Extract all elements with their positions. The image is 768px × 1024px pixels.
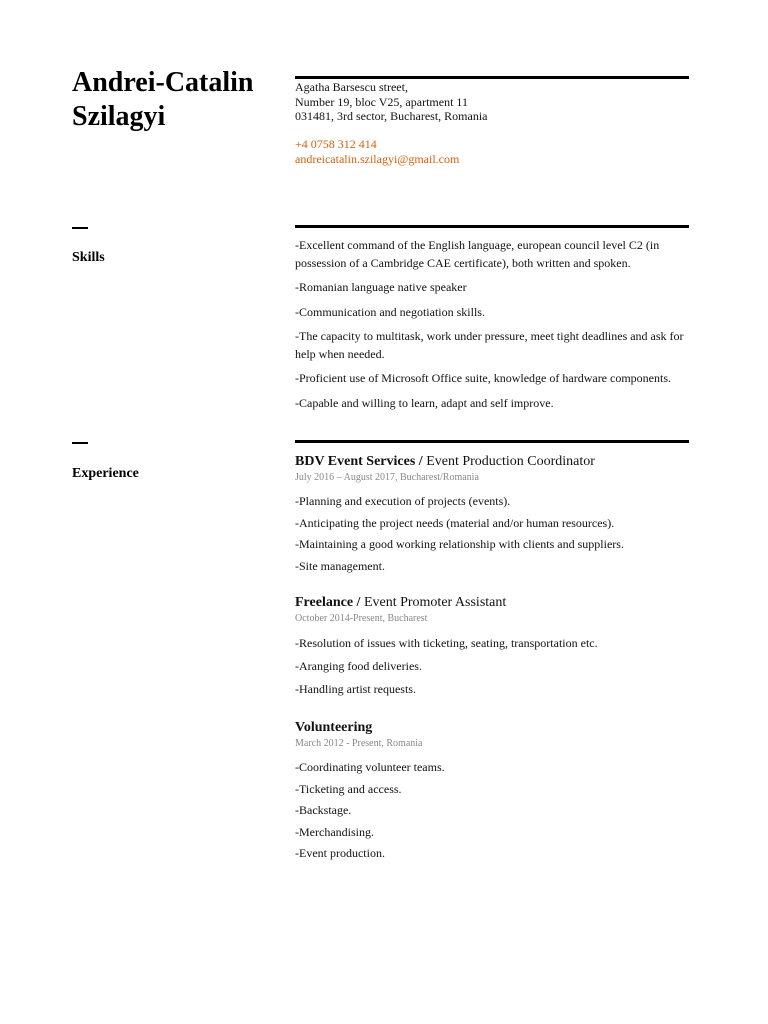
job-dates: July 2016 – August 2017, Bucharest/Romania	[295, 472, 479, 483]
job-bullet: -Handling artist requests.	[295, 682, 416, 696]
job-entry	[295, 594, 695, 701]
email-link[interactable]: andreicatalin.szilagyi@gmail.com	[295, 151, 460, 166]
name-line-1: Andrei-Catalin	[72, 67, 254, 98]
job-role: Event Promoter Assistant	[363, 595, 507, 610]
skill-item: -Excellent command of the English language, european council level C2 (in possession of a Cambridge CAE certificate), both written and spoken.	[295, 238, 660, 270]
experience-dash	[72, 442, 88, 444]
job-title	[295, 719, 695, 737]
address-block	[295, 80, 487, 124]
skill-item: -Proficient use of Microsoft Office suite, knowledge of hardware components.	[295, 371, 672, 385]
job-bullet: -Ticketing and access.	[295, 781, 402, 796]
candidate-name	[72, 66, 254, 134]
job-bullet: -Coordinating volunteer teams.	[295, 760, 445, 774]
job-bullet: -Resolution of issues with ticketing, seating, transportation etc.	[295, 636, 598, 650]
job-company: Volunteering	[295, 720, 373, 735]
job-bullet: -Site management.	[295, 558, 385, 573]
header-rule	[295, 76, 689, 79]
job-bullet: -Anticipating the project needs (material and/or human resources).	[295, 515, 615, 530]
job-company: BDV Event Services /	[295, 454, 427, 469]
job-bullet: -Merchandising.	[295, 824, 374, 839]
job-bullet: -Planning and execution of projects (events).	[295, 494, 511, 508]
address-line: 031481, 3rd sector, Bucharest, Romania	[295, 109, 488, 123]
job-role: Event Production Coordinator	[426, 454, 595, 469]
skills-list	[295, 237, 695, 419]
skills-heading: Skills	[72, 250, 105, 265]
skill-item: -Romanian language native speaker	[295, 280, 467, 294]
skill-item: -Communication and negotiation skills.	[295, 304, 485, 319]
job-bullet: -Backstage.	[295, 803, 352, 817]
experience-rule	[295, 440, 689, 443]
phone-number[interactable]: +4 0758 312 414	[295, 137, 377, 151]
address-line: Number 19, bloc V25, apartment 11	[295, 94, 468, 109]
job-entry	[295, 719, 695, 865]
address-line: Agatha Barsescu street,	[295, 80, 408, 94]
job-company: Freelance /	[295, 595, 364, 610]
job-dates: March 2012 - Present, Romania	[295, 738, 423, 749]
skill-item: -Capable and willing to learn, adapt and self improve.	[295, 395, 554, 410]
contact-block	[295, 137, 459, 166]
job-title	[295, 594, 695, 612]
name-line-2: Szilagyi	[72, 101, 166, 132]
skills-dash	[72, 227, 88, 229]
skill-item: -The capacity to multitask, work under pressure, meet tight deadlines and ask for help when needed.	[295, 329, 684, 361]
job-title	[295, 453, 695, 471]
experience-heading: Experience	[72, 466, 139, 481]
job-bullet: -Maintaining a good working relationship with clients and suppliers.	[295, 537, 624, 551]
job-dates: October 2014-Present, Bucharest	[295, 613, 428, 624]
skills-rule	[295, 225, 689, 228]
job-bullet: -Event production.	[295, 846, 385, 860]
job-entry	[295, 453, 695, 577]
job-bullet: -Aranging food deliveries.	[295, 659, 422, 673]
